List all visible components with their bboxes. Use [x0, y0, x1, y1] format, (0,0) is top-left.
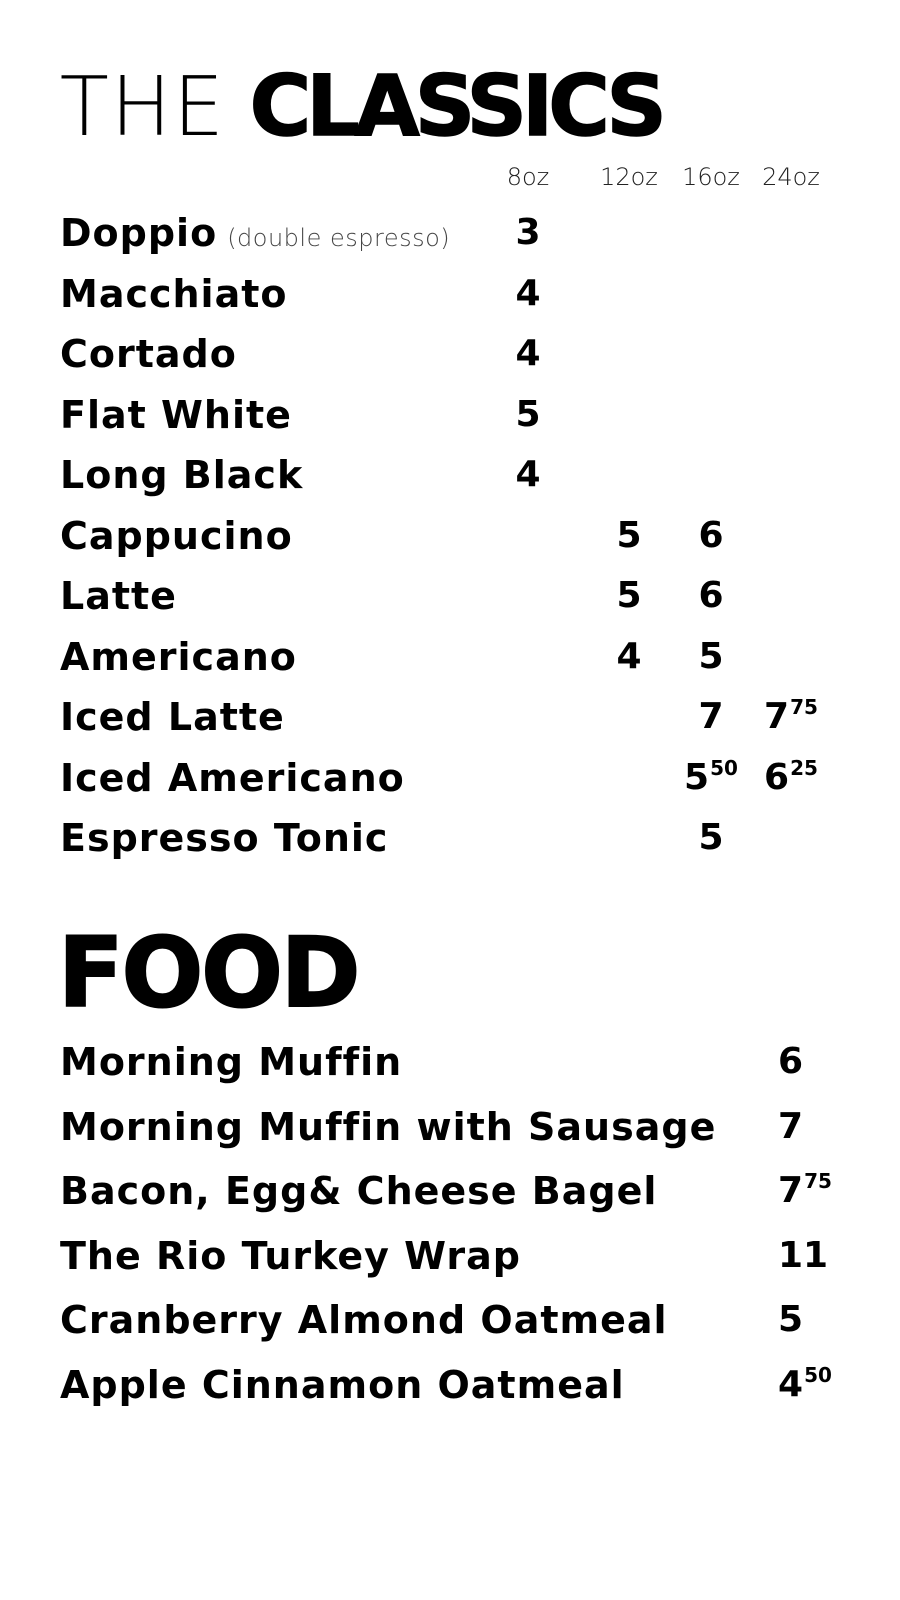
menu-item-name	[60, 687, 285, 747]
menu-item-name	[60, 264, 288, 324]
menu-item-row	[0, 506, 900, 566]
food-item-name: Apple Cinnamon Oatmeal	[60, 1362, 625, 1407]
food-item-name: Morning Muffin	[60, 1040, 403, 1084]
price-cents: 25	[790, 755, 818, 780]
price-dollars: 5	[616, 575, 642, 616]
price-cents: 50	[804, 1362, 832, 1387]
menu-item-name	[60, 324, 237, 384]
menu-item-name-text: Flat White	[60, 392, 292, 437]
menu-item-name	[60, 808, 388, 868]
food-item-row	[0, 1159, 900, 1223]
price-dollars: 7	[778, 1105, 804, 1147]
menu-item-name-text: Macchiato	[60, 271, 288, 316]
menu-item-price-16oz	[666, 627, 756, 687]
menu-item-price-8oz	[483, 385, 573, 445]
price-dollars: 7	[698, 696, 724, 737]
price-cents: 75	[804, 1169, 832, 1193]
menu-item-row	[0, 687, 900, 747]
menu-item-name	[60, 627, 297, 687]
food-item-name: Bacon, Egg& Cheese Bagel	[60, 1169, 658, 1213]
menu-item-price-8oz	[483, 264, 573, 324]
menu-item-name-text: Doppio	[60, 211, 218, 255]
menu-item-name-text: Americano	[60, 634, 297, 679]
menu-item-price-8oz	[483, 203, 573, 263]
menu-item-name	[60, 445, 303, 505]
menu-item-name	[60, 385, 292, 445]
menu-item-name-text: Iced Latte	[60, 695, 285, 739]
food-item-price	[778, 1159, 832, 1227]
price-dollars: 3	[515, 212, 541, 253]
price-dollars: 6	[778, 1041, 804, 1082]
price-dollars: 4	[778, 1363, 804, 1405]
price-dollars: 7	[778, 1170, 804, 1211]
price-cents: 75	[790, 695, 818, 719]
price-dollars: 7	[764, 696, 790, 737]
price-dollars: 5	[778, 1299, 804, 1340]
menu-item-name-text: Cappucino	[60, 513, 293, 558]
menu-item-row	[0, 808, 900, 868]
food-item-row	[0, 1288, 900, 1352]
menu-item-price-16oz	[666, 506, 756, 566]
price-dollars: 5	[684, 756, 710, 798]
price-dollars: 6	[698, 514, 724, 556]
menu-item-row	[0, 566, 900, 626]
menu-item-price-12oz	[584, 566, 674, 626]
size-label-24oz: 24oz	[762, 163, 820, 191]
price-dollars: 5	[515, 393, 541, 435]
menu-item-row	[0, 324, 900, 384]
price-dollars: 6	[698, 575, 724, 616]
food-item-row	[0, 1224, 900, 1288]
food-item-name: Morning Muffin with Sausage	[60, 1104, 717, 1149]
menu-item-price-16oz	[666, 566, 756, 626]
menu-item-name	[60, 506, 293, 566]
menu-item-price-16oz	[666, 748, 756, 812]
price-dollars: 5	[698, 635, 724, 677]
food-item-price	[778, 1288, 803, 1352]
menu-item-name-text: Latte	[60, 574, 177, 618]
price-dollars: 11	[778, 1234, 829, 1276]
price-dollars: 4	[616, 635, 642, 677]
menu-item-row	[0, 385, 900, 445]
food-item-name: Cranberry Almond Oatmeal	[60, 1298, 668, 1342]
menu-item-price-24oz	[746, 687, 836, 751]
menu-item-name-text: Long Black	[60, 453, 304, 497]
menu-item-row	[0, 748, 900, 808]
menu-item-price-24oz	[746, 748, 836, 812]
menu-item-price-12oz	[584, 627, 674, 687]
price-dollars: 4	[515, 454, 541, 495]
menu-item-price-16oz	[666, 687, 756, 747]
price-dollars: 5	[698, 817, 724, 858]
menu-item-row	[0, 445, 900, 505]
menu-item-name	[60, 566, 177, 626]
menu-item-name	[60, 748, 405, 808]
size-label-16oz: 16oz	[682, 163, 740, 191]
size-label-12oz: 12oz	[600, 163, 658, 191]
menu-item-row	[0, 264, 900, 324]
menu-item-row	[0, 203, 900, 263]
food-title: FOOD	[58, 917, 359, 1029]
menu-item-note: (double espresso)	[227, 224, 451, 252]
menu-item-name-text: Cortado	[60, 332, 237, 376]
size-header	[0, 160, 900, 194]
food-item-row	[0, 1353, 900, 1417]
menu-item-name	[60, 203, 450, 268]
menu-item-price-16oz	[666, 808, 756, 868]
menu-item-row	[0, 627, 900, 687]
price-dollars: 6	[764, 756, 790, 798]
menu-item-name-text: Iced Americano	[60, 755, 405, 800]
price-dollars: 4	[515, 333, 541, 374]
menu-item-price-12oz	[584, 506, 674, 566]
size-label-8oz: 8oz	[506, 163, 550, 191]
classics-title-light: THE	[59, 60, 226, 155]
menu-item-price-8oz	[483, 445, 573, 505]
classics-title-bold: CLASSICS	[249, 57, 662, 155]
food-item-price	[778, 1030, 803, 1094]
food-item-name: The Rio Turkey Wrap	[60, 1233, 521, 1278]
food-item-row	[0, 1030, 900, 1094]
food-item-price	[778, 1224, 828, 1288]
food-item-price	[778, 1353, 832, 1421]
food-item-price	[778, 1095, 803, 1159]
price-cents: 50	[710, 755, 738, 780]
price-dollars: 5	[616, 514, 642, 556]
menu-item-price-8oz	[483, 324, 573, 384]
menu-item-name-text: Espresso Tonic	[60, 816, 389, 860]
price-dollars: 4	[515, 272, 541, 314]
classics-title	[58, 56, 662, 156]
food-item-row	[0, 1095, 900, 1159]
